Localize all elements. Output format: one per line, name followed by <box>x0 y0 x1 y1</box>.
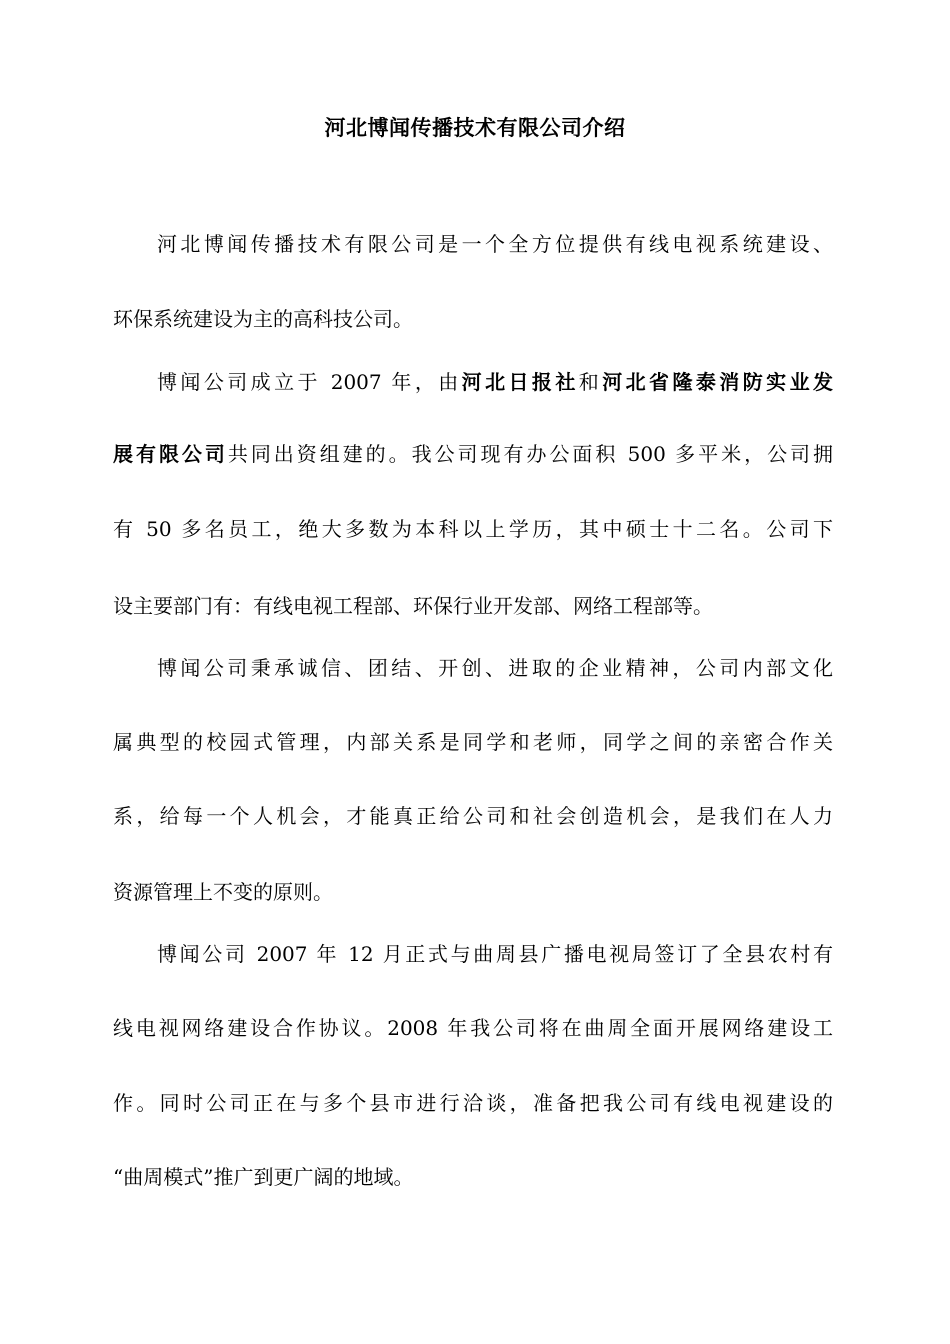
paragraph-3-line-1: 博闻公司秉承诚信、团结、开创、进取的企业精神，公司内部文化 <box>157 656 833 680</box>
bold-org-name-longtai: 河北省隆泰消防实业发 <box>602 370 833 394</box>
document-title: 河北博闻传播技术有限公司介绍 <box>324 116 626 140</box>
text-span: 博闻公司成立于 2007 年，由 <box>157 370 462 394</box>
paragraph-4-line-1: 博闻公司 2007 年 12 月正式与曲周县广播电视局签订了全县农村有 <box>157 942 833 966</box>
paragraph-4-line-2: 线电视网络建设合作协议。2008 年我公司将在曲周全面开展网络建设工 <box>113 1016 833 1040</box>
paragraph-1-line-1: 河北博闻传播技术有限公司是一个全方位提供有线电视系统建设、 <box>157 232 833 256</box>
paragraph-2-line-3: 有 50 多名员工，绝大多数为本科以上学历，其中硕士十二名。公司下 <box>113 517 833 541</box>
text-span: 共同出资组建的。我公司现有办公面积 500 多平米，公司拥 <box>227 442 834 466</box>
paragraph-2-line-2 <box>113 440 833 468</box>
bold-org-name-hebei-daily: 河北日报社 <box>461 370 579 394</box>
paragraph-3-line-2: 属典型的校园式管理，内部关系是同学和老师，同学之间的亲密合作关 <box>113 730 833 754</box>
paragraph-3-line-3: 系，给每一个人机会，才能真正给公司和社会创造机会，是我们在人力 <box>113 804 833 828</box>
paragraph-1-line-2: 环保系统建设为主的高科技公司。 <box>113 307 413 331</box>
paragraph-4-line-3: 作。同时公司正在与多个县市进行洽谈，准备把我公司有线电视建设的 <box>113 1091 833 1115</box>
paragraph-2-line-1 <box>157 368 833 396</box>
paragraph-4-line-4: “曲周模式”推广到更广阔的地域。 <box>113 1165 414 1189</box>
text-span: 和 <box>578 370 603 394</box>
paragraph-2-line-4: 设主要部门有：有线电视工程部、环保行业开发部、网络工程部等。 <box>113 594 713 618</box>
bold-org-name-longtai-cont: 展有限公司 <box>113 442 228 466</box>
paragraph-3-line-4: 资源管理上不变的原则。 <box>113 880 333 904</box>
